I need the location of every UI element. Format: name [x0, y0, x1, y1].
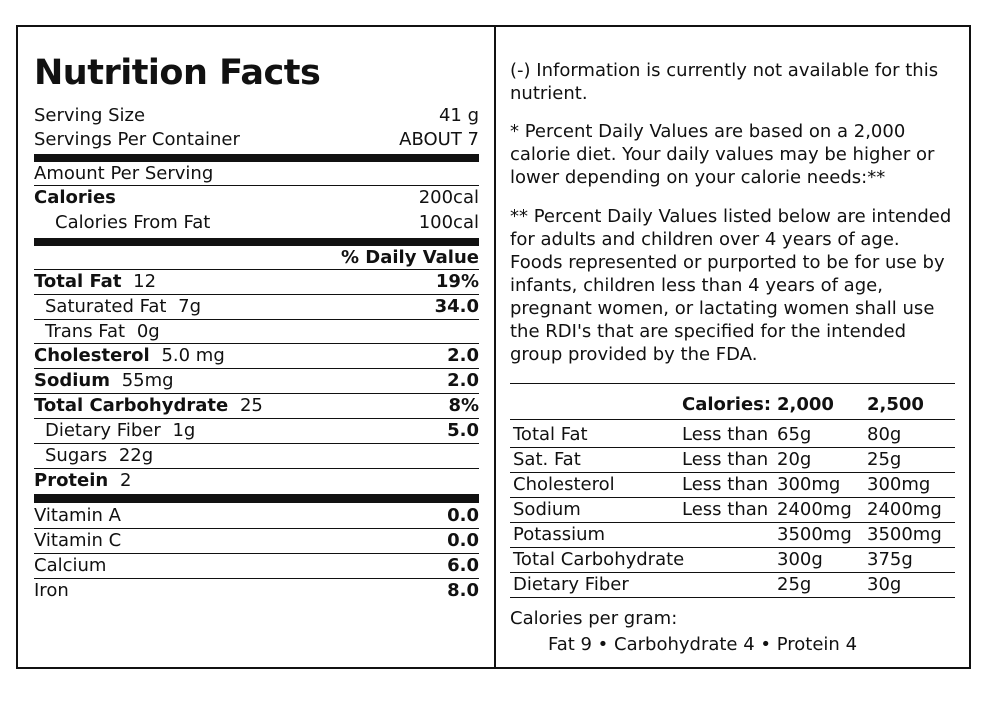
reference-value-2000: 2400mg	[777, 499, 852, 520]
nutrient-amount: 5.0 mg	[161, 345, 225, 366]
rule	[34, 343, 479, 344]
nutrient-row-sodium	[34, 370, 479, 394]
reference-value-2000: 300g	[777, 549, 823, 570]
percent-dv-adults-note: ** Percent Daily Values listed below are intended for adults and children over 4 years of age. Foods represented or purported to be for use by infants, children less than 4 years of age, pregnant women, or lactating women shall use the RDI's that are specified for the intended group provided by the FDA.	[510, 206, 952, 365]
nutrient-row-trans-fat	[34, 321, 479, 345]
servings-per-container-value: ABOUT 7	[399, 129, 479, 150]
reference-value-2500: 80g	[867, 424, 902, 445]
rule	[510, 472, 955, 473]
calories-from-fat-row	[34, 212, 479, 236]
calories-2000-header: 2,000	[777, 394, 834, 415]
calories-label: Calories	[34, 187, 116, 208]
reference-qualifier: Less than	[682, 474, 769, 495]
calories-header-label: Calories:	[682, 394, 772, 415]
servings-per-container-row	[34, 129, 479, 153]
rule	[34, 368, 479, 369]
thick-divider	[34, 154, 479, 162]
reference-value-2500: 3500mg	[867, 524, 942, 545]
nutrient-dv: 34.0	[434, 296, 479, 317]
amount-per-serving-label: Amount Per Serving	[34, 163, 214, 184]
vitamin-label: Vitamin A	[34, 505, 121, 526]
vitamin-row-iron	[34, 580, 479, 604]
serving-size-row	[34, 105, 479, 129]
rule	[510, 572, 955, 573]
nutrient-label: Trans Fat	[45, 321, 126, 342]
vitamin-label: Iron	[34, 580, 69, 601]
reference-value-2000: 25g	[777, 574, 812, 595]
nutrient-row-cholesterol	[34, 345, 479, 369]
nutrient-dv: 2.0	[447, 370, 479, 391]
thick-divider	[34, 494, 479, 503]
nutrient-label: Sodium	[34, 370, 110, 391]
rule	[510, 522, 955, 523]
percent-dv-note: * Percent Daily Values are based on a 2,000 calorie diet. Your daily values may be higher or lower depending on your calorie needs:**	[510, 121, 935, 188]
reference-label: Cholesterol	[513, 474, 615, 495]
rule	[510, 497, 955, 498]
nutrient-label: Total Fat	[34, 271, 122, 292]
daily-value-header: % Daily Value	[340, 247, 479, 268]
rule	[34, 578, 479, 579]
rule	[510, 419, 955, 420]
nutrient-row-total-carbohydrate	[34, 395, 479, 419]
nutrient-row-protein	[34, 470, 479, 494]
reference-label: Potassium	[513, 524, 606, 545]
reference-value-2500: 375g	[867, 549, 913, 570]
nutrient-dv: 8%	[448, 395, 479, 416]
vitamin-label: Calcium	[34, 555, 107, 576]
nutrient-row-saturated-fat	[34, 296, 479, 320]
nutrient-row-dietary-fiber	[34, 420, 479, 444]
nutrient-label: Sugars	[45, 445, 108, 466]
reference-value-2000: 300mg	[777, 474, 841, 495]
daily-value-header-row	[34, 247, 479, 271]
nutrient-amount: 22g	[118, 445, 154, 466]
reference-value-2000: 20g	[777, 449, 812, 470]
rule	[34, 528, 479, 529]
rule	[510, 597, 955, 598]
vitamin-dv: 8.0	[447, 580, 479, 601]
rule	[34, 319, 479, 320]
info-unavailable-note: (-) Information is currently not available for this nutrient.	[510, 60, 939, 104]
serving-size-label: Serving Size	[34, 105, 146, 126]
vitamin-row-c	[34, 530, 479, 554]
nutrient-amount: 12	[133, 271, 157, 292]
reference-row-dietary-fiber	[510, 574, 955, 598]
calories-2500-header: 2,500	[867, 394, 924, 415]
calories-row	[34, 187, 479, 211]
reference-row-cholesterol	[510, 474, 955, 498]
reference-qualifier: Less than	[682, 424, 769, 445]
calories-from-fat-value: 100cal	[418, 212, 479, 233]
reference-qualifier: Less than	[682, 449, 769, 470]
rule	[34, 393, 479, 394]
nutrient-amount: 0g	[136, 321, 160, 342]
reference-row-sat-fat	[510, 449, 955, 473]
reference-table-header	[510, 394, 955, 418]
reference-row-potassium	[510, 524, 955, 548]
nutrient-label: Saturated Fat	[45, 296, 167, 317]
reference-row-total-carbohydrate	[510, 549, 955, 573]
rule	[34, 294, 479, 295]
nutrient-row-total-fat	[34, 271, 479, 295]
reference-label: Total Fat	[513, 424, 588, 445]
nutrient-label: Dietary Fiber	[45, 420, 161, 441]
nutrient-amount: 55mg	[121, 370, 174, 391]
reference-row-sodium	[510, 499, 955, 523]
reference-value-2500: 25g	[867, 449, 902, 470]
nutrient-amount: 7g	[178, 296, 202, 317]
rule	[510, 383, 955, 384]
nutrient-dv: 19%	[435, 271, 479, 292]
nutrient-row-sugars	[34, 445, 479, 469]
calories-value: 200cal	[418, 187, 479, 208]
vitamin-row-a	[34, 505, 479, 529]
servings-per-container-label: Servings Per Container	[34, 129, 240, 150]
nutrient-amount: 25	[239, 395, 263, 416]
reference-label: Dietary Fiber	[513, 574, 629, 595]
reference-row-total-fat	[510, 424, 955, 448]
rule	[34, 418, 479, 419]
nutrient-dv: 2.0	[447, 345, 479, 366]
nutrient-amount: 1g	[172, 420, 196, 441]
reference-value-2500: 30g	[867, 574, 902, 595]
vitamin-dv: 0.0	[447, 505, 479, 526]
vitamin-row-calcium	[34, 555, 479, 579]
thick-divider	[34, 238, 479, 246]
reference-label: Sodium	[513, 499, 581, 520]
rule	[34, 468, 479, 469]
rule	[34, 269, 479, 270]
nutrient-label: Protein	[34, 470, 109, 491]
nutrient-label: Cholesterol	[34, 345, 150, 366]
rule	[510, 547, 955, 548]
rule	[34, 443, 479, 444]
rule	[34, 553, 479, 554]
reference-value-2500: 300mg	[867, 474, 931, 495]
nutrient-label: Total Carbohydrate	[34, 395, 229, 416]
panel-divider	[494, 27, 496, 667]
serving-size-value: 41 g	[438, 105, 479, 126]
calories-from-fat-label: Calories From Fat	[55, 212, 211, 233]
rule	[34, 185, 479, 186]
reference-value-2000: 3500mg	[777, 524, 852, 545]
page-title: Nutrition Facts	[34, 53, 321, 93]
calories-per-gram-values: Fat 9 • Carbohydrate 4 • Protein 4	[548, 634, 858, 655]
nutrient-amount: 2	[119, 470, 132, 491]
nutrient-dv: 5.0	[447, 420, 479, 441]
reference-value-2000: 65g	[777, 424, 812, 445]
calories-per-gram-label: Calories per gram:	[510, 608, 678, 629]
amount-per-serving-row	[34, 163, 479, 187]
nutrition-label-frame	[16, 25, 971, 669]
reference-value-2500: 2400mg	[867, 499, 942, 520]
rule	[510, 447, 955, 448]
vitamin-dv: 0.0	[447, 530, 479, 551]
vitamin-label: Vitamin C	[34, 530, 122, 551]
reference-label: Sat. Fat	[513, 449, 581, 470]
vitamin-dv: 6.0	[447, 555, 479, 576]
reference-label: Total Carbohydrate	[513, 549, 685, 570]
reference-qualifier: Less than	[682, 499, 769, 520]
